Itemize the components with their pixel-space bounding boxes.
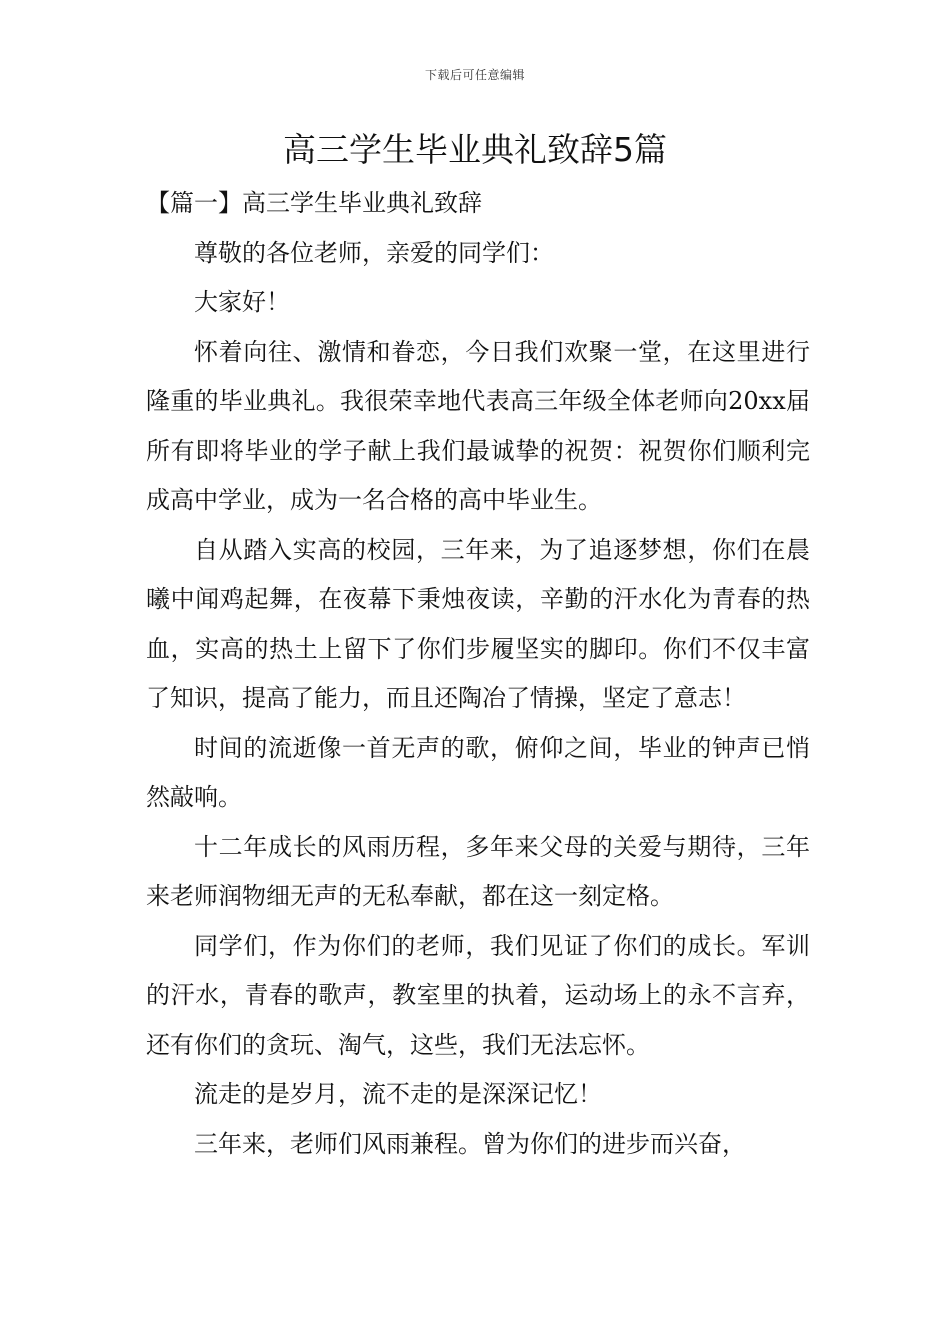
paragraph-greeting: 大家好！	[194, 288, 290, 316]
document-title: 高三学生毕业典礼致辞5篇	[283, 130, 667, 169]
paragraph: 十二年成长的风雨历程，多年来父母的关爱与期待，三年来老师润物细无声的无私奉献，都在这一刻定格。	[146, 832, 810, 910]
paragraph: 时间的流逝像一首无声的歌，俯仰之间，毕业的钟声已悄然敲响。	[146, 733, 810, 811]
paragraph: 同学们，作为你们的老师，我们见证了你们的成长。军训的汗水，青春的歌声，教室里的执着，运动场上的永不言弃，还有你们的贪玩、淘气，这些，我们无法忘怀。	[146, 931, 810, 1059]
paragraph-salutation: 尊敬的各位老师，亲爱的同学们：	[194, 238, 554, 267]
header-note: 下载后可任意编辑	[424, 68, 525, 82]
paragraph: 自从踏入实高的校园，三年来，为了追逐梦想，你们在晨曦中闻鸡起舞，在夜幕下秉烛夜读，辛勤的汗水化为青春的热血，实高的热土上留下了你们步履坚实的脚印。你们不仅丰富了知识，提高了能力，而且还陶冶了情操，坚定了意志！	[146, 535, 810, 712]
document-body	[146, 179, 810, 1169]
paragraph: 怀着向往、激情和眷恋，今日我们欢聚一堂，在这里进行隆重的毕业典礼。我很荣幸地代表高三年级全体老师向20xx届所有即将毕业的学子献上我们最诚挚的祝贺：祝贺你们顺利完成高中学业，成为一名合格的高中毕业生。	[146, 337, 810, 514]
section-heading: 【篇一】高三学生毕业典礼致辞	[146, 189, 482, 217]
paragraph: 三年来，老师们风雨兼程。曾为你们的进步而兴奋，	[194, 1129, 746, 1158]
paragraph: 流走的是岁月，流不走的是深深记忆！	[194, 1080, 602, 1108]
